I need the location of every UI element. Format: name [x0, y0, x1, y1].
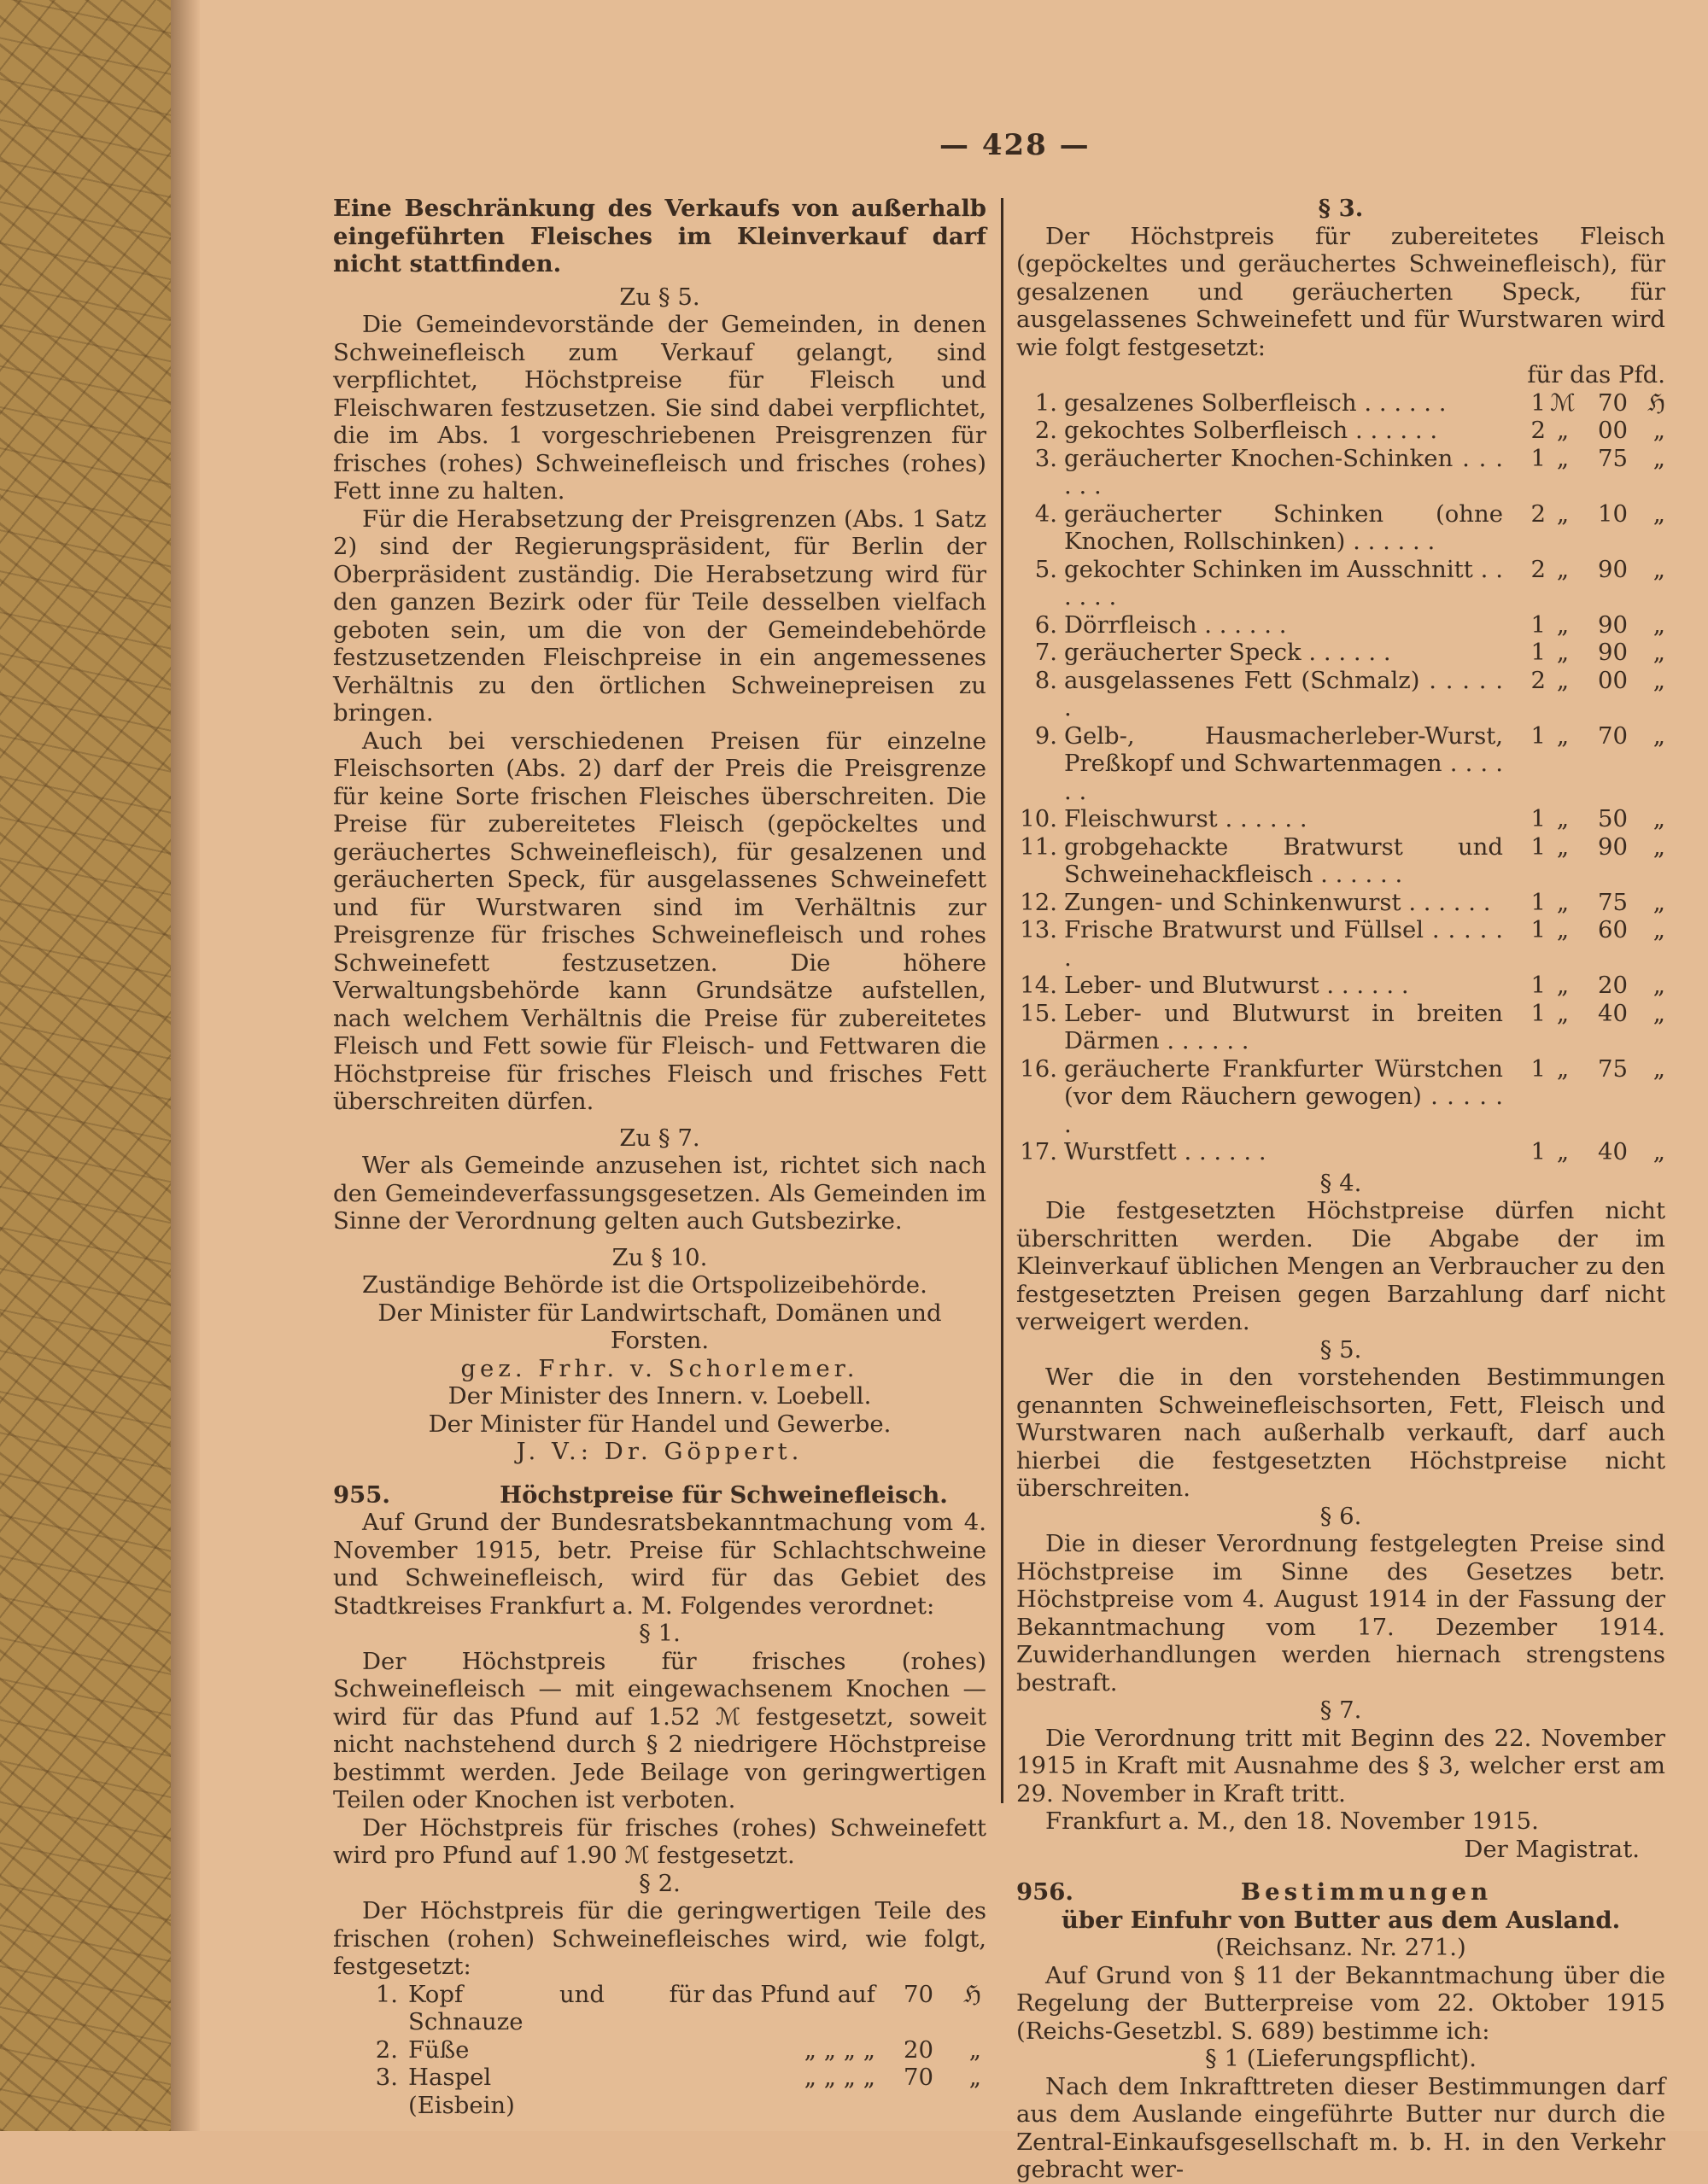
s2-cell-price: 20 [904, 2035, 933, 2064]
magistrat-signature: Der Magistrat. [1464, 1835, 1640, 1863]
s3-cell-c: „ [1652, 417, 1665, 444]
s3-cell-p: 90 [1598, 832, 1628, 861]
section-955-header [333, 1481, 986, 1510]
s3-cell-no: 1. [1034, 388, 1057, 417]
section-title-956: Bestimmungen [1240, 1878, 1493, 1906]
s3-cell-u: ℳ [1550, 388, 1576, 417]
s2-cell-cur: „ [968, 2064, 981, 2091]
s3-cell-name: gesalzenes Solberfleisch . . . . . . [1064, 388, 1447, 417]
s3-row [1016, 722, 1665, 806]
s3-cell-no: 16. [1020, 1054, 1057, 1083]
s3-cell-no: 5. [1034, 555, 1057, 583]
s3-cell-no: 12. [1020, 888, 1057, 916]
s3-cell-q: 1 [1530, 999, 1546, 1027]
s2-cell-cur: „ [968, 2035, 981, 2064]
date-line: Frankfurt a. M., den 18. November 1915. [1045, 1807, 1539, 1835]
signature-line-3: Der Minister für Handel und Gewerbe. [428, 1410, 892, 1438]
s3-cell-p: 40 [1598, 1138, 1628, 1165]
s3-row [1016, 639, 1665, 667]
s3-cell-no: 11. [1020, 832, 1057, 861]
s3-cell-q: 2 [1530, 555, 1546, 583]
s3-row [1016, 667, 1665, 722]
paragraph-s5: Wer die in den vorstehenden Bestimmungen genannten Schweinefleischsorten, Fett, Fleisch und Wurstwaren nach außerhalb verkauft, darf auch hierbei die festgesetzten Höchstpreise nicht überschreiten. [1016, 1364, 1665, 1502]
s3-cell-c: „ [1652, 832, 1665, 861]
heading-zu-7: Zu § 7. [619, 1124, 700, 1152]
column-divider [1001, 198, 1003, 1803]
s3-cell-u: „ [1556, 639, 1570, 666]
s3-cell-name: gekochter Schinken im Ausschnitt . . . . . . [1064, 555, 1503, 610]
s3-cell-no: 7. [1034, 639, 1057, 666]
s3-cell-no: 13. [1020, 916, 1057, 943]
s3-row [1016, 889, 1665, 917]
s3-row [1016, 833, 1665, 889]
s3-cell-c: „ [1652, 555, 1665, 583]
s3-cell-p: 90 [1598, 555, 1628, 583]
s3-cell-no: 14. [1020, 972, 1057, 999]
s3-cell-q: 1 [1530, 388, 1546, 417]
s3-row [1016, 389, 1665, 418]
paragraph-zu7: Wer als Gemeinde anzusehen ist, richtet sich nach den Gemeindeverfassungsgesetzen. Als Gemeinden im Sinne der Verordnung gelten auch Gutsbezirke. [333, 1152, 986, 1235]
s3-cell-p: 70 [1598, 388, 1628, 417]
s2-row [333, 2036, 986, 2064]
right-column [1016, 195, 1665, 2184]
s3-cell-no: 2. [1034, 417, 1057, 444]
s3-cell-c: „ [1652, 888, 1665, 916]
s3-cell-q: 1 [1530, 916, 1546, 943]
s3-cell-q: 2 [1530, 499, 1546, 528]
s3-cell-q: 1 [1530, 888, 1546, 916]
s3-row [1016, 1055, 1665, 1139]
s3-cell-no: 9. [1034, 721, 1057, 750]
s3-cell-no: 8. [1034, 666, 1057, 694]
s3-cell-p: 20 [1598, 972, 1628, 999]
s3-cell-name: Wurstfett . . . . . . [1064, 1138, 1266, 1165]
s3-cell-u: „ [1556, 832, 1570, 861]
s3-cell-u: „ [1556, 805, 1570, 832]
paragraph-s4: Die festgesetzten Höchstpreise dürfen nicht überschritten werden. Die Abgabe der im Kleinverkauf üblichen Mengen an Verbraucher zu den festgesetzten Preisen gegen Barzahlung darf nicht verweigert werden. [1016, 1197, 1665, 1335]
s3-cell-c: „ [1652, 444, 1665, 472]
intro-bold-text: Eine Beschränkung des Verkaufs von außerhalb eingeführten Fleisches im Kleinverkauf darf nicht stattfinden. [333, 195, 986, 277]
s3-cell-no: 10. [1020, 805, 1057, 832]
s3-row [1016, 417, 1665, 445]
s3-cell-p: 00 [1598, 417, 1628, 444]
paragraph-s6: Die in dieser Verordnung festgelegten Preise sind Höchstpreise im Sinne des Gesetzes betr. Höchstpreise vom 4. August 1914 in der Fassung der Bekanntmachung vom 17. Dezember 1914. Zuwiderhandlungen werden hiernach strengstens bestraft. [1016, 1530, 1665, 1696]
s3-cell-p: 40 [1598, 999, 1628, 1027]
section-subtitle-956: über Einfuhr von Butter aus dem Ausland. [1061, 1906, 1621, 1934]
s3-cell-c: „ [1652, 499, 1665, 528]
s3-cell-u: „ [1556, 972, 1570, 999]
s3-cell-u: „ [1556, 610, 1570, 639]
s3-cell-u: „ [1556, 417, 1570, 444]
section-956-header [1016, 1878, 1665, 1907]
s3-cell-name: Fleischwurst . . . . . . [1064, 805, 1307, 832]
heading-s5: § 5. [1319, 1335, 1362, 1364]
s3-cell-c: „ [1652, 1054, 1665, 1083]
s2-row [333, 1981, 986, 2036]
s2-cell-unit: „ „ „ „ [804, 2064, 875, 2091]
signature-line-1b: gez. Frhr. v. Schorlemer. [460, 1354, 859, 1382]
s3-row [1016, 916, 1665, 972]
paragraph-s3: Der Höchstpreis für zubereitetes Fleisch (gepöckeltes und geräuchertes Schweinefleisch), für gesalzenen und geräucherten Speck, für ausgelassenes Schweinefett und für Wurstwaren wird wie folgt festgesetzt: [1016, 222, 1665, 361]
page-number: — 428 — [939, 128, 1091, 162]
paragraph-zu10: Zuständige Behörde ist die Ortspolizeibehörde. [362, 1271, 927, 1299]
s2-cell-name: Füße [408, 2035, 470, 2064]
s3-row [1016, 556, 1665, 611]
s3-cell-name: Frische Bratwurst und Füllsel . . . . . . [1064, 916, 1503, 972]
s3-cell-u: „ [1556, 1054, 1570, 1083]
s3-cell-name: geräucherter Knochen-Schinken . . . . . . [1064, 444, 1503, 499]
s3-cell-c: „ [1652, 639, 1665, 666]
s3-cell-u: „ [1556, 555, 1570, 583]
paragraph-s1-1: Der Höchstpreis für frisches (rohes) Schweinefleisch — mit eingewachsenem Knochen — wird für das Pfund auf 1.52 ℳ festgesetzt, soweit nicht nachstehend durch § 2 niedrigere Höchstpreise bestimmt werden. Jede Beilage von geringwertigen Teilen oder Knochen ist verboten. [333, 1647, 986, 1813]
s3-cell-u: „ [1556, 499, 1570, 528]
s3-cell-p: 75 [1598, 444, 1628, 472]
signature-line-3b: J. V.: Dr. Göppert. [516, 1438, 804, 1465]
left-column [333, 195, 986, 2119]
s3-row [1016, 1000, 1665, 1055]
heading-s2: § 2. [639, 1869, 681, 1897]
table-header-per-pound: für das Pfd. [1527, 361, 1665, 388]
heading-s7: § 7. [1319, 1696, 1362, 1724]
s3-cell-name: geräucherter Schinken (ohne Knochen, Rollschinken) . . . . . . [1064, 499, 1503, 555]
s3-cell-p: 00 [1598, 666, 1628, 694]
paragraph-956: Auf Grund von § 11 der Bekanntmachung über die Regelung der Butterpreise vom 22. Oktober 1915 (Reichs-Gesetzbl. S. 689) bestimme ich: [1016, 1961, 1665, 2045]
s3-cell-u: „ [1556, 888, 1570, 916]
s3-row [1016, 805, 1665, 833]
section-source-956: (Reichsanz. Nr. 271.) [1215, 1934, 1466, 1961]
paragraph-zu5-1: Die Gemeindevorstände der Gemeinden, in denen Schweinefleisch zum Verkauf gelangt, sind verpflichtet, Höchstpreise für Fleisch und Fleischwaren festzusetzen. Sie sind dabei verpflichtet, die im Abs. 1 vorgeschriebenen Preisgrenzen für frisches (rohes) Schweinefleisch und frisches (rohes) Fett inne zu halten. [333, 311, 986, 505]
s3-cell-name: ausgelassenes Fett (Schmalz) . . . . . . [1064, 666, 1503, 721]
heading-zu-10: Zu § 10. [611, 1243, 708, 1271]
paragraph-s1-2: Der Höchstpreis für frisches (rohes) Schweinefett wird pro Pfund auf 1.90 ℳ festgesetzt. [333, 1813, 986, 1869]
s3-cell-q: 1 [1530, 721, 1546, 750]
s2-cell-no: 3. [375, 2064, 398, 2091]
s3-cell-name: grobgehackte Bratwurst und Schweinehackfleisch . . . . . . [1064, 832, 1503, 888]
section-title-955: Höchstpreise für Schweinefleisch. [500, 1480, 948, 1509]
s3-cell-u: „ [1556, 999, 1570, 1027]
s3-cell-name: Gelb-, Hausmacherleber-Wurst, Preßkopf und Schwartenmagen . . . . . . [1064, 721, 1503, 805]
s2-cell-no: 2. [375, 2035, 398, 2064]
s3-row [1016, 611, 1665, 639]
s3-price-table [1016, 389, 1665, 1166]
paragraph-s1-lieferungspflicht: Nach dem Inkrafttreten dieser Bestimmungen darf aus dem Auslande eingeführte Butter nur durch die Zentral-Einkaufsgesellschaft m. b. H. in den Verkehr gebracht wer- [1016, 2072, 1665, 2183]
s3-cell-c: „ [1652, 1138, 1665, 1165]
s3-cell-q: 1 [1530, 832, 1546, 861]
s2-row [333, 2064, 986, 2119]
s2-cell-price: 70 [904, 1980, 933, 2008]
s2-cell-name: Haspel (Eisbein) [408, 2064, 515, 2119]
paragraph-zu5-3: Auch bei verschiedenen Preisen für einzelne Fleischsorten (Abs. 2) darf der Preis die Preisgrenze für keine Sorte frischen Fleisches überschreiten. Die Preise für zubereitetes Fleisch (gepöckeltes und geräuchertes Schweinefleisch), für gesalzenen und geräucherten Speck, für ausgelassenes Schweinefett und für Wurstwaren sind im Verhältnis zur Preisgrenze für frisches Schweinefleisch und rohes Schweinefett festzusetzen. Die höhere Verwaltungsbehörde kann Grundsätze aufstellen, nach welchem Verhältnis die Preise für zubereitetes Fleisch und Fett sowie für Fleisch- und Fettwaren die Höchstpreise für frisches Fleisch und frisches Fett überschreiten dürfen. [333, 727, 986, 1115]
page-gutter-shadow [171, 0, 200, 2131]
s2-cell-name: Kopf und Schnauze [408, 1980, 605, 2035]
s3-cell-name: Zungen- und Schinkenwurst . . . . . . [1064, 888, 1491, 916]
heading-s1: § 1. [639, 1620, 681, 1647]
s3-cell-p: 70 [1598, 721, 1628, 750]
s3-cell-q: 1 [1530, 1138, 1546, 1165]
s3-row [1016, 500, 1665, 556]
s3-cell-no: 15. [1020, 999, 1057, 1027]
s3-cell-name: Leber- und Blutwurst . . . . . . [1064, 972, 1409, 999]
s2-cell-price: 70 [904, 2064, 933, 2091]
s2-cell-no: 1. [375, 1980, 398, 2008]
heading-zu-5: Zu § 5. [619, 283, 700, 311]
s3-cell-c: „ [1652, 999, 1665, 1027]
s3-cell-p: 10 [1598, 499, 1628, 528]
s3-cell-c: „ [1652, 972, 1665, 999]
heading-s1-lieferungspflicht: § 1 (Lieferungspflicht). [1205, 2045, 1477, 2072]
s3-cell-p: 75 [1598, 888, 1628, 916]
s3-cell-c: „ [1652, 805, 1665, 832]
s3-cell-name: geräucherter Speck . . . . . . [1064, 639, 1391, 666]
signature-line-1: Der Minister für Landwirtschaft, Domänen und Forsten. [377, 1299, 942, 1354]
paragraph-955: Auf Grund der Bundesratsbekanntmachung vom 4. November 1915, betr. Preise für Schlachtschweine und Schweinefleisch, wird für das Gebiet des Stadtkreises Frankfurt a. M. Folgendes verordnet: [333, 1509, 986, 1620]
paragraph-zu5-2: Für die Herabsetzung der Preisgrenzen (Abs. 1 Satz 2) sind der Regierungspräsident, für Berlin der Oberpräsident zuständig. Die Herabsetzung wird für den ganzen Bezirk oder für Teile desselben vielfach geboten sein, um die von der Gemeindebehörde festzusetzenden Fleischpreise in ein angemessenes Verhältnis zu den örtlichen Schweinepreisen zu bringen. [333, 505, 986, 727]
heading-s4: § 4. [1319, 1169, 1362, 1197]
s3-row [1016, 445, 1665, 500]
s3-cell-q: 1 [1530, 610, 1546, 639]
s3-cell-q: 2 [1530, 666, 1546, 694]
s3-cell-u: „ [1556, 444, 1570, 472]
s3-cell-no: 3. [1034, 444, 1057, 472]
s3-cell-no: 6. [1034, 610, 1057, 639]
s3-cell-no: 17. [1020, 1138, 1057, 1165]
s3-cell-q: 1 [1530, 444, 1546, 472]
s3-cell-q: 1 [1530, 1054, 1546, 1083]
s3-cell-q: 2 [1530, 417, 1546, 444]
marbled-edge [0, 0, 171, 2131]
s3-cell-name: Leber- und Blutwurst in breiten Därmen . . . . . . [1064, 999, 1503, 1054]
s2-cell-unit: für das Pfund auf [669, 1980, 875, 2008]
s3-cell-c: „ [1652, 721, 1665, 750]
s3-cell-c: ℌ [1647, 388, 1665, 417]
s3-cell-p: 50 [1598, 805, 1628, 832]
s3-cell-q: 1 [1530, 805, 1546, 832]
s2-price-table [333, 1981, 986, 2120]
s3-cell-p: 90 [1598, 610, 1628, 639]
s3-row [1016, 1138, 1665, 1166]
heading-s3: § 3. [1318, 195, 1364, 222]
s3-cell-name: geräucherte Frankfurter Würstchen (vor dem Räuchern gewogen) . . . . . . [1064, 1054, 1503, 1138]
section-number-955: 955. [333, 1480, 390, 1509]
s3-cell-c: „ [1652, 610, 1665, 639]
s3-cell-u: „ [1556, 666, 1570, 694]
s3-cell-no: 4. [1034, 499, 1057, 528]
s3-row [1016, 972, 1665, 1000]
s3-cell-q: 1 [1530, 639, 1546, 666]
s3-cell-u: „ [1556, 721, 1570, 750]
heading-s6: § 6. [1319, 1502, 1362, 1530]
s3-cell-q: 1 [1530, 972, 1546, 999]
s2-cell-unit: „ „ „ „ [804, 2035, 875, 2064]
s3-cell-c: „ [1652, 916, 1665, 943]
paragraph-s2: Der Höchstpreis für die geringwertigen Teile des frischen (rohen) Schweinefleisches wird, wie folgt, festgesetzt: [333, 1897, 986, 1980]
s3-cell-p: 75 [1598, 1054, 1628, 1083]
s3-cell-name: gekochtes Solberfleisch . . . . . . [1064, 417, 1438, 444]
s2-cell-cur: ℌ [963, 1980, 981, 2008]
signature-line-2: Der Minister des Innern. v. Loebell. [447, 1382, 872, 1410]
s3-cell-c: „ [1652, 666, 1665, 694]
s3-cell-p: 90 [1598, 639, 1628, 666]
paragraph-s7: Die Verordnung tritt mit Beginn des 22. November 1915 in Kraft mit Ausnahme des § 3, welcher erst am 29. November in Kraft tritt. [1016, 1724, 1665, 1807]
s3-cell-name: Dörrfleisch . . . . . . [1064, 610, 1287, 639]
s3-cell-u: „ [1556, 1138, 1570, 1165]
s3-cell-p: 60 [1598, 916, 1628, 943]
section-number-956: 956. [1016, 1878, 1073, 1906]
s3-cell-u: „ [1556, 916, 1570, 943]
